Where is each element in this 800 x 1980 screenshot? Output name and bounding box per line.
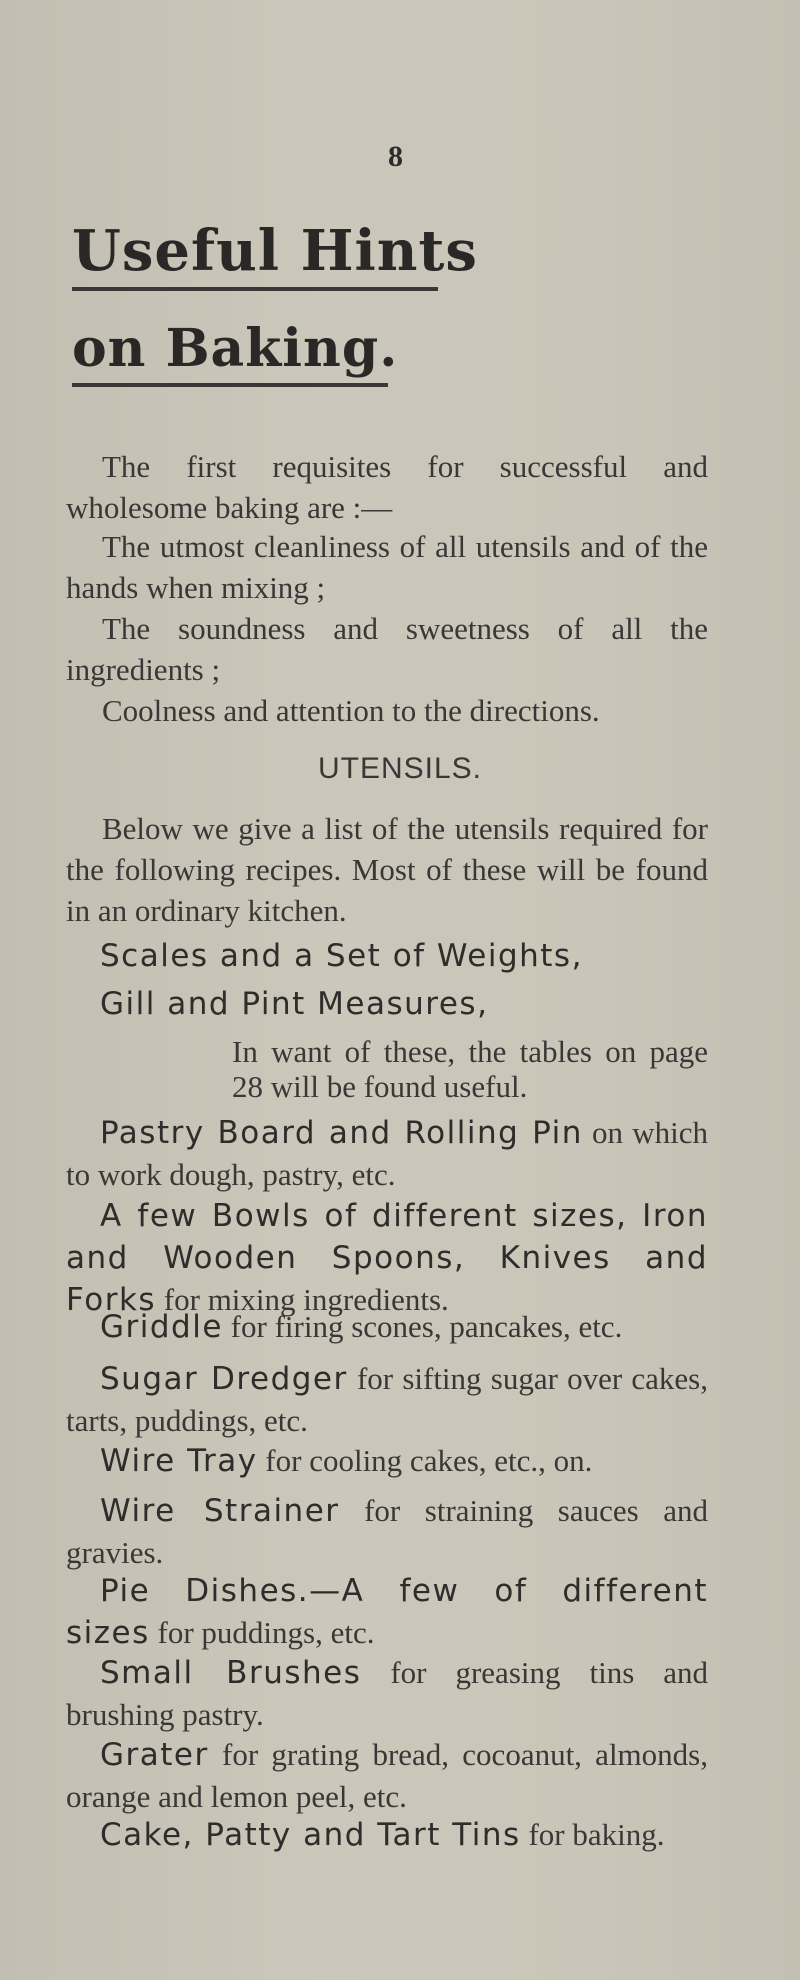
intro-paragraph: The first requisites for successful and wholesome baking are :— [66,449,708,525]
utensil-item [66,1358,708,1441]
utensil-item [66,1814,708,1856]
page-number: 8 [388,140,403,173]
utensil-item [66,1734,708,1817]
utensils-intro: Below we give a list of the utensils required for the following recipes. Most of these will be found in an ordinary kitchen. [66,811,708,928]
utensil-name: Pastry Board and Rolling Pin [100,1115,583,1151]
utensil-name: Grater [100,1737,209,1773]
title-line-1: Useful Hints [72,218,478,284]
utensil-use: for puddings, etc. [149,1615,375,1650]
utensil-name: Griddle [100,1309,223,1345]
utensil-item [66,1490,708,1573]
utensil-item [66,1440,708,1482]
requisite-coolness: Coolness and attention to the directions. [102,693,600,728]
utensil-name: Pie Dishes.—A few of different sizes [66,1573,708,1651]
utensil-use: for cooling cakes, etc., on. [257,1443,593,1478]
utensil-use: for straining sauces and gravies. [66,1493,709,1570]
title-underline-2 [72,383,388,387]
utensil-item [66,1195,708,1321]
utensil-use: for sifting sugar over cakes, tarts, puddings, etc. [66,1361,708,1438]
utensils-heading: UTENSILS. [317,752,483,785]
utensil-name: Cake, Patty and Tart Tins [100,1817,521,1853]
utensil-use: for mixing ingredients. [156,1282,449,1317]
utensil-name: Sugar Dredger [100,1361,348,1397]
utensil-item [100,983,488,1025]
utensil-name: Gill and Pint Measures, [100,986,489,1022]
utensil-name: A few Bowls of different sizes, Iron and Wooden Spoons, Knives and Forks [66,1198,708,1318]
requisite-cleanliness: The utmost cleanliness of all utensils and of the hands when mixing ; [66,529,708,605]
utensil-item [66,1112,708,1195]
utensil-item [66,1306,708,1348]
utensil-item [66,1652,708,1735]
utensil-item [66,1570,708,1654]
measures-note: In want of these, the tables on page 28 will be found useful. [232,1034,708,1104]
utensil-use: for grating bread, cocoanut, almonds, orange and lemon peel, etc. [66,1737,708,1814]
utensil-use: for greasing tins and brushing pastry. [66,1655,709,1732]
utensil-use: for firing scones, pancakes, etc. [222,1309,623,1344]
utensil-use: for baking. [520,1817,665,1852]
utensil-name: Wire Tray [100,1443,258,1479]
requisite-soundness: The soundness and sweetness of all the ingredients ; [66,611,708,687]
utensil-name: Small Brushes [100,1655,362,1691]
title-line-2: on Baking. [72,318,399,379]
utensil-name: Wire Strainer [100,1493,340,1529]
utensil-use: on which to work dough, pastry, etc. [66,1115,708,1192]
utensil-item [100,935,583,977]
title-underline-1 [72,287,438,291]
utensil-name: Scales and a Set of Weights, [100,938,583,974]
